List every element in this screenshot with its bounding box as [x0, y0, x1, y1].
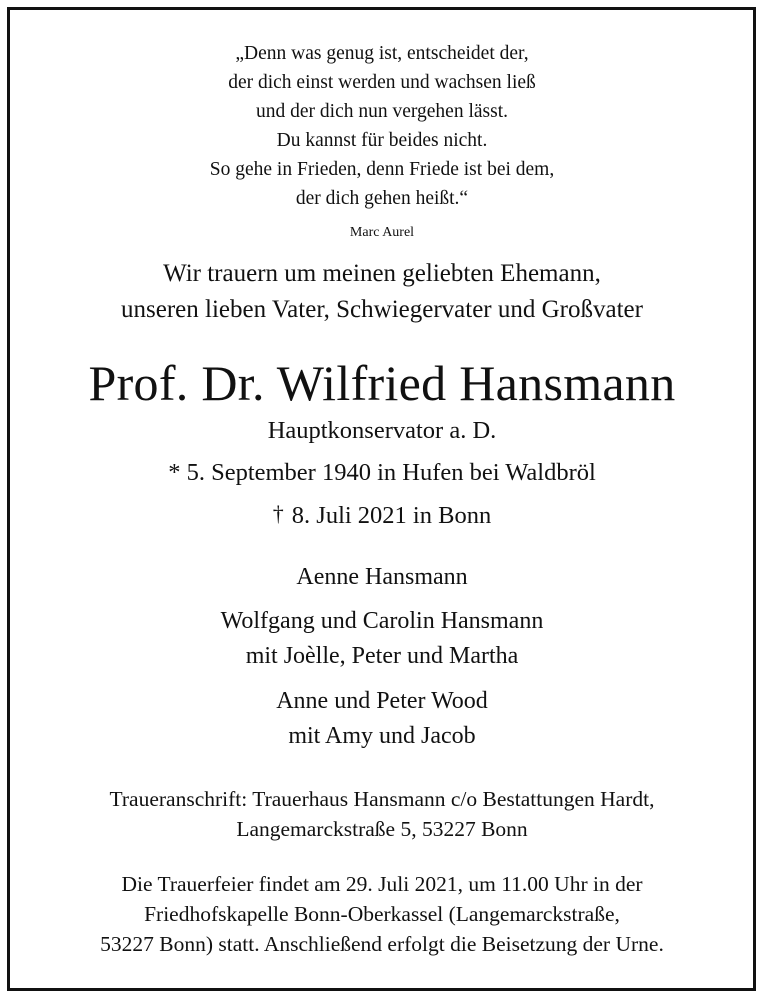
quote-line-1: „Denn was genug ist, entscheidet der,	[235, 43, 529, 64]
mourner-widow: Aenne Hansmann	[296, 564, 468, 590]
intro-line-1: Wir trauern um meinen geliebten Ehemann,	[163, 260, 601, 287]
address-line-1: Traueranschrift: Trauerhaus Hansmann c/o Bestattungen Hardt,	[109, 787, 655, 811]
cross-icon: †	[272, 501, 284, 526]
quote-line-4: Du kannst für beides nicht.	[276, 130, 488, 151]
ceremony-line-2: Friedhofskapelle Bonn-Oberkassel (Langemarckstraße,	[144, 902, 620, 926]
intro-line-2: unseren lieben Vater, Schwiegervater und Großvater	[121, 296, 643, 323]
death-date-line	[0, 497, 764, 533]
quote-author: Marc Aurel	[349, 225, 415, 240]
ceremony-line-3: 53227 Bonn) statt. Anschließend erfolgt die Beisetzung der Urne.	[100, 932, 664, 956]
deceased-title: Hauptkonservator a. D.	[267, 417, 497, 444]
quote-line-6: der dich gehen heißt.“	[295, 188, 469, 209]
address-line-2: Langemarckstraße 5, 53227 Bonn	[236, 817, 528, 841]
death-date: 8. Juli 2021 in Bonn	[291, 502, 492, 529]
quote-line-5: So gehe in Frieden, denn Friede ist bei dem,	[209, 159, 555, 180]
mourner-family-2-line-1: Anne und Peter Wood	[276, 688, 488, 714]
quote-line-2: der dich einst werden und wachsen ließ	[228, 72, 536, 93]
deceased-name: Prof. Dr. Wilfried Hansmann	[88, 355, 676, 411]
ceremony-line-1: Die Trauerfeier findet am 29. Juli 2021, um 11.00 Uhr in der	[121, 872, 643, 896]
mourner-family-2-line-2: mit Amy und Jacob	[288, 723, 476, 749]
quote-line-3: und der dich nun vergehen lässt.	[256, 101, 508, 122]
birth-date: * 5. September 1940 in Hufen bei Waldbröl	[168, 459, 596, 486]
mourner-family-1-line-2: mit Joèlle, Peter und Martha	[245, 643, 519, 669]
mourner-family-1-line-1: Wolfgang und Carolin Hansmann	[220, 608, 544, 634]
